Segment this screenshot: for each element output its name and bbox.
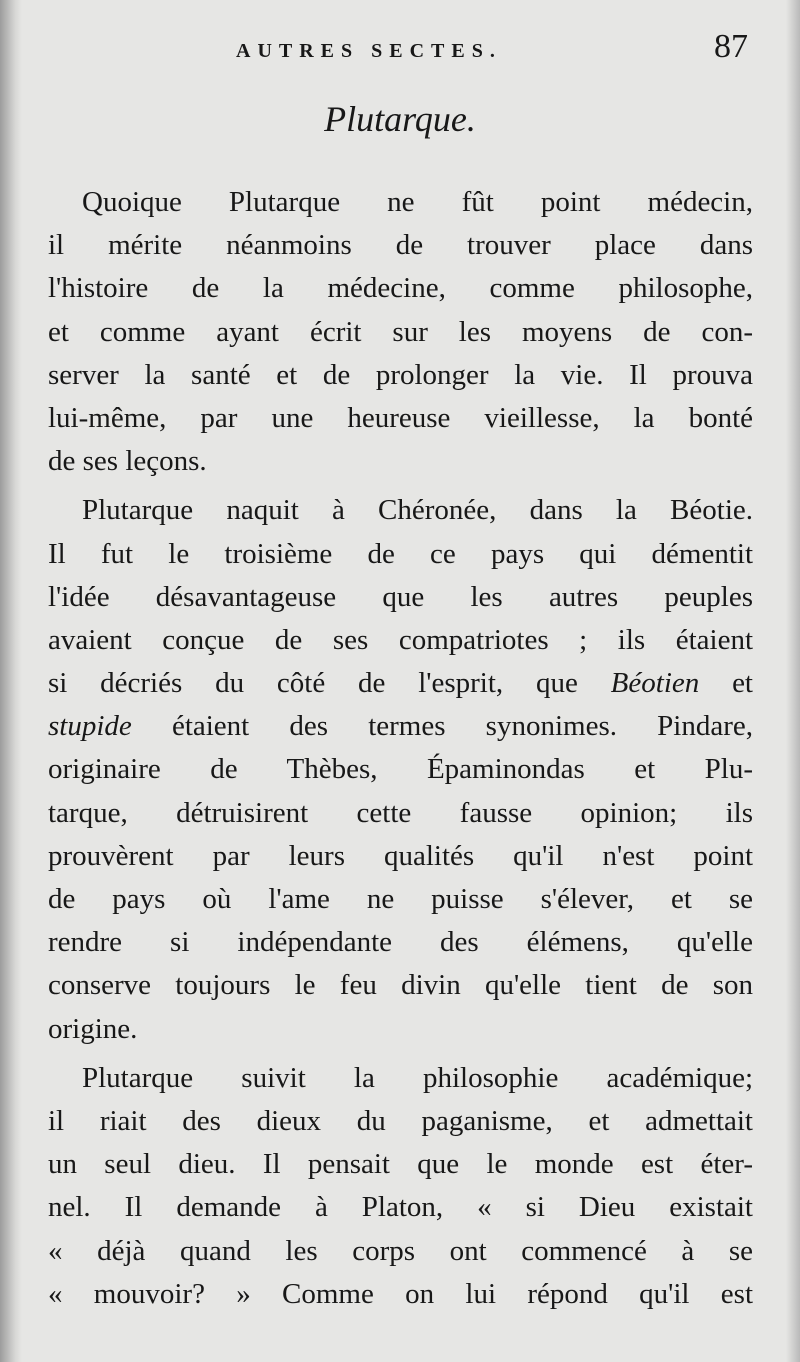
paragraph-1	[48, 181, 753, 483]
italic-term-stupide: stupide	[48, 710, 132, 743]
text-line: conserve toujours le feu divin qu'elle tient de son	[48, 969, 753, 1002]
paragraph-2	[48, 489, 753, 1050]
text-line: lui-même, par une heureuse vieillesse, la bonté	[48, 401, 753, 434]
body-text	[48, 181, 753, 1322]
text-segment: étaient des termes synonimes. Pindare,	[131, 710, 753, 743]
text-line: avaient conçue de ses compatriotes ; ils étaient	[48, 623, 753, 656]
text-line: de pays où l'ame ne puisse s'élever, et se	[48, 883, 753, 915]
text-line: « mouvoir? » Comme on lui répond qu'il est	[48, 1277, 753, 1310]
text-line: l'histoire de la médecine, comme philosophe,	[48, 272, 753, 305]
text-line	[48, 705, 753, 748]
text-line: rendre si indépendante des élémens, qu'elle	[48, 926, 753, 959]
running-head: AUTRES SECTES.	[236, 40, 502, 62]
text-line: et comme ayant écrit sur les moyens de con-	[48, 315, 753, 348]
page-number: 87	[714, 28, 748, 65]
text-segment: et	[699, 667, 753, 700]
text-line: l'idée désavantageuse que les autres peuples	[48, 580, 753, 613]
section-title: Plutarque.	[324, 99, 476, 139]
text-line: tarque, détruisirent cette fausse opinion; ils	[48, 796, 753, 829]
text-line: prouvèrent par leurs qualités qu'il n'est point	[48, 839, 753, 872]
text-line: un seul dieu. Il pensait que le monde est éter-	[48, 1148, 753, 1181]
text-line: Plutarque naquit à Chéronée, dans la Béotie.	[82, 494, 753, 527]
paragraph-3	[48, 1057, 753, 1316]
text-line	[48, 662, 753, 705]
text-line: originaire de Thèbes, Épaminondas et Plu-	[48, 753, 753, 786]
text-line: Plutarque suivit la philosophie académique;	[82, 1061, 753, 1094]
text-line: il mérite néanmoins de trouver place dans	[48, 229, 753, 262]
text-line: « déjà quand les corps ont commencé à se	[48, 1234, 753, 1267]
text-segment: si décriés du côté de l'esprit, que	[48, 667, 611, 700]
text-line: il riait des dieux du paganisme, et admettait	[48, 1104, 753, 1137]
italic-term-beotien: Béotien	[610, 667, 700, 700]
text-line: origine.	[48, 1012, 138, 1045]
text-line: Il fut le troisième de ce pays qui démentit	[48, 537, 753, 570]
text-line: nel. Il demande à Platon, « si Dieu existait	[48, 1191, 753, 1224]
text-line: server la santé et de prolonger la vie. Il prouva	[48, 358, 753, 391]
text-line: de ses leçons.	[48, 445, 207, 478]
text-line: Quoique Plutarque ne fût point médecin,	[82, 186, 753, 218]
